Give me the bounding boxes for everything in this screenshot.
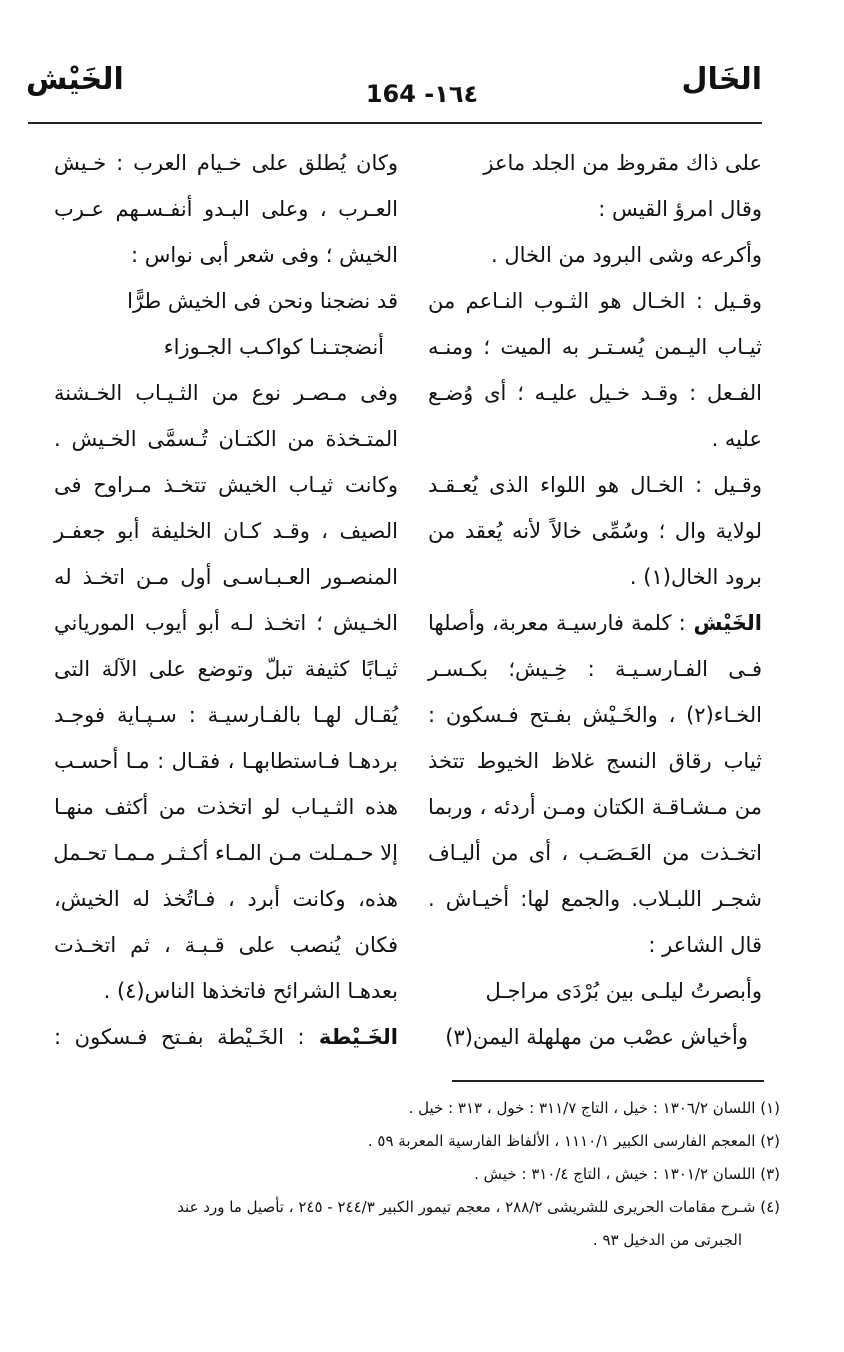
header-entry-word-left: الخَيْش — [26, 62, 124, 97]
text-line: وقـيل : الخـال هو اللواء الذى يُعـقـد — [428, 473, 762, 497]
text-line: المتـخذة من الكتـان تُـسمَّى الخـيش . — [54, 427, 398, 451]
text-column-left — [54, 140, 398, 1060]
text-line: ثيـابًا كثيفة تبلّ وتوضع على الآلة التى — [54, 657, 398, 681]
text-line: وقال امرؤ القيس : — [598, 197, 762, 221]
text-line: الفـعل : وقـد خـيل عليـه ؛ أى وُضـع — [428, 381, 762, 405]
entry-headword: الخَـيْطة — [304, 1025, 398, 1049]
text-line: لولاية وال ؛ وسُمِّى خالاً لأنه يُعقد من — [428, 519, 762, 543]
text-line: شجـر اللبـلاب. والجمع لها: أخيـاش . — [428, 887, 762, 911]
header-divider — [28, 122, 762, 124]
text-line: وأكرعه وشى البرود من الخال . — [491, 243, 762, 267]
footnote-divider — [452, 1080, 764, 1082]
text-line: ثيـاب اليـمن يُسـتـر به الميت ؛ ومنـه — [428, 335, 762, 359]
footnote-continuation: الجبرتى من الدخيل ٩٣ . — [592, 1231, 742, 1249]
text-line: وكان يُطلق على خـيام العرب : خـيش — [54, 151, 398, 175]
text-line: بردهـا فـاستطابهـا ، فقـال : مـا أحسـب — [54, 749, 398, 773]
verse-line: قد نضجنا ونحن فى الخيش طرًّا — [127, 289, 398, 313]
text-line: فكان يُنصب على قـبـة ، ثم اتخـذت — [54, 933, 398, 957]
text-line: على ذاك مقروظ من الجلد ماعز — [483, 151, 762, 175]
text-line: قال الشاعر : — [648, 933, 762, 957]
text-line: يُقـال لهـا بالفـارسيـة : سـپـاية فوجـد — [54, 703, 398, 727]
text-line: عليه . — [711, 427, 762, 451]
text-line: الخـاء(٢) ، والخَـيْش بفـتح فـسكون : — [428, 703, 762, 727]
text-column-right — [428, 140, 762, 1060]
text-line: إلا حـمـلت مـن المـاء أكـثـر مـمـا تحـمل — [53, 841, 398, 865]
text-line: من مـشـاقـة الكتان ومـن أردئه ، وربما — [428, 795, 762, 819]
verse-line: وأبصرتُ ليلـى بين بُرْدَى مراجـل — [485, 979, 762, 1003]
text-line: فـى الفـارسـيـة : خِـيش؛ بكـسـر — [428, 657, 762, 681]
page-number: 164 -١٦٤ — [365, 80, 479, 108]
text-line: هذه الثـيـاب لو اتخذت من أكثف منهـا — [54, 795, 398, 819]
text-line: بعدهـا الشرائح فاتخذها الناس(٤) . — [103, 979, 398, 1003]
entry-heading-line: الخَـيْطة : الخَـيْطة بفـتح فـسكون : — [54, 1025, 398, 1049]
header-entry-word-right: الخَال — [681, 62, 762, 97]
text-line: وفى مـصـر نوع من الثـيـاب الخـشنة — [54, 381, 398, 405]
text-line: الخيش ؛ وفى شعر أبى نواس : — [130, 243, 398, 267]
entry-heading-line: الخَيْش : كلمة فارسيـة معربة، وأصلها — [428, 611, 762, 635]
text-line: هذه، وكانت أبرد ، فـاتُخذ له الخيش، — [54, 887, 398, 911]
text-line: الخـيش ؛ اتخـذ لـه أبو أيوب المورياني — [54, 611, 398, 635]
footnote: (٤) شـرح مقامات الحريرى للشريشى ٢٨٨/٢ ، معجم تيمور الكبير ٢٤٤/٣ - ٢٤٥ ، تأصيل ما ورد عند — [177, 1198, 780, 1216]
verse-line: وأخياش عصْب من مهلهلة اليمن(٣) — [445, 1025, 748, 1049]
footnote: (٢) المعجم الفارسى الكبير ١١١٠/١ ، الألفاظ الفارسية المعربة ٥٩ . — [367, 1132, 780, 1150]
text-line: وقـيل : الخـال هو الثـوب النـاعم من — [428, 289, 762, 313]
footnote: (١) اللسان ١٣٠٦/٢ : خيل ، التاج ٣١١/٧ : خول ، ٣١٣ : خيل . — [408, 1099, 780, 1117]
entry-headword: الخَيْش — [685, 611, 762, 635]
text-line: العـرب ، وعلى البـدو أنفـسـهم عـرب — [54, 197, 398, 221]
text-line: برود الخال(١) . — [629, 565, 762, 589]
text-line: الصيف ، وقـد كـان الخليفة أبو جعفـر — [54, 519, 398, 543]
text-line: اتخـذت من العَـصَـب ، أى من أليـاف — [428, 841, 762, 865]
text-line: ثياب رقاق النسج غلاظ الخيوط تتخذ — [428, 749, 762, 773]
footnotes — [66, 1092, 780, 1257]
text-line: وكانت ثيـاب الخيش تتخـذ مـراوح فى — [54, 473, 398, 497]
verse-line: أنضجتـنـا كواكـب الجـوزاء — [163, 335, 384, 359]
footnote: (٣) اللسان ١٣٠١/٢ : خيش ، التاج ٣١٠/٤ : خيش . — [474, 1165, 780, 1183]
text-line: المنصـور العـبـاسـى أول مـن اتخـذ له — [54, 565, 398, 589]
